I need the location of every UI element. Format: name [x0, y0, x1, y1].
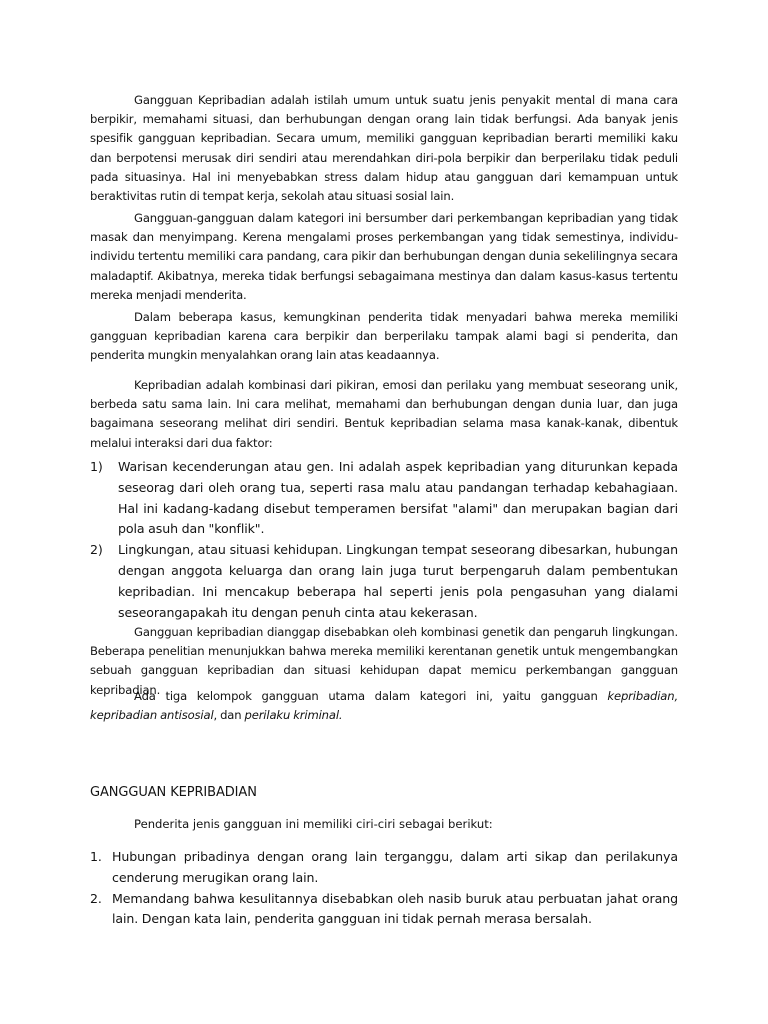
groups-item-1: kepribadian, kepribadian antisosial — [90, 689, 678, 723]
list-item — [90, 457, 678, 540]
list-item-text: Lingkungan, atau situasi kehidupan. Lingkungan tempat seseorang dibesarkan, hubungan dengan anggota keluarga dan orang lain juga turut berpengaruh dalam pembentukan kepribadian. Ini mencakup beberapa hal seperti jenis pola pengasuhan yang dialami seseorangapakah itu dengan penuh cinta atau kekerasan. — [118, 542, 678, 620]
paragraph-unaware: Dalam beberapa kasus, kemungkinan penderita tidak menyadari bahwa mereka memiliki gangguan kepribadian karena cara berpikir dan berperilaku tampak alami bagi si penderita, dan penderita mungkin menyalahkan orang lain atas keadaannya. — [90, 310, 678, 363]
paragraph-cause: Gangguan kepribadian dianggap disebabkan oleh kombinasi genetik dan pengaruh lingkungan. Beberapa penelitian menunjukkan bahwa mereka memiliki kerentanan genetik untuk mengembangkan sebuah gangguan kepribadian dan situasi kehidupan dapat memicu perkembangan gangguan kepribadian. — [90, 625, 678, 697]
paragraph-groups — [90, 687, 678, 725]
list-item-number: 1) — [90, 459, 103, 474]
paragraph-categories: Gangguan-gangguan dalam kategori ini bersumber dari perkembangan kepribadian yang tidak masak dan menyimpang. Kerena mengalami proses perkembangan yang tidak semestinya, individu-individu tertentu memiliki cara pandang, cara pikir dan berhubungan dengan dunia sekelilingnya secara maladaptif. Akibatnya, mereka tidak berfungsi sebagaimana mestinya dan dalam kasus-kasus tertentu mereka menjadi menderita. — [90, 211, 678, 302]
list-item — [90, 889, 678, 931]
paragraph-personality: Kepribadian adalah kombinasi dari pikiran, emosi dan perilaku yang membuat seseorang unik, berbeda satu sama lain. Ini cara melihat, memahami dan berhubungan dengan dunia luar, dan juga bagaimana seseorang melihat diri sendiri. Bentuk kepribadian selama masa kanak-kanak, dibentuk melalui interaksi dari dua faktor: — [90, 378, 678, 450]
section-intro: Penderita jenis gangguan ini memiliki ciri-ciri sebagai berikut: — [134, 817, 493, 831]
list-item-number: 2) — [90, 542, 103, 558]
groups-item-2: perilaku kriminal. — [244, 708, 343, 723]
list-item — [90, 540, 678, 623]
list-item-text: Memandang bahwa kesulitannya disebabkan oleh nasib buruk atau perbuatan jahat orang lain. Dengan kata lain, penderita gangguan ini tidak pernah merasa bersalah. — [112, 890, 678, 927]
list-item-number: 1. — [90, 849, 102, 864]
list-item-number: 2. — [90, 890, 102, 906]
list-item-text: Warisan kecenderungan atau gen. Ini adalah aspek kepribadian yang diturunkan kepada seseorag dari oleh orang tua, seperti rasa malu atau pandangan terhadap kebahagiaan. Hal ini kadang-kadang disebut temperamen bersifat "alami" dan merupakan bagian dari pola asuh dan "konflik". — [118, 459, 678, 537]
factors-list — [90, 457, 678, 623]
section-heading: GANGGUAN KEPRIBADIAN — [90, 785, 257, 800]
paragraph-definition: Gangguan Kepribadian adalah istilah umum untuk suatu jenis penyakit mental di mana cara berpikir, memahami situasi, dan berhubungan dengan orang lain tidak berfungsi. Ada banyak jenis spesifik gangguan kepribadian. Secara umum, memiliki gangguan kepribadian berarti memiliki kaku dan berpotensi merusak diri sendiri atau merendahkan diri-pola berpikir dan berperilaku tidak peduli pada situasinya. Hal ini menyebabkan stress dalam hidup atau gangguan dari kemampuan untuk beraktivitas rutin di tempat kerja, sekolah atau situasi sosial lain. — [90, 93, 678, 204]
groups-separator: , dan — [213, 708, 245, 723]
list-item-text: Hubungan pribadinya dengan orang lain terganggu, dalam arti sikap dan perilakunya cenderung merugikan orang lain. — [112, 849, 678, 885]
traits-list — [90, 847, 678, 930]
groups-lead: Ada tiga kelompok gangguan utama dalam kategori ini, yaitu gangguan — [134, 689, 608, 703]
list-item — [90, 847, 678, 889]
